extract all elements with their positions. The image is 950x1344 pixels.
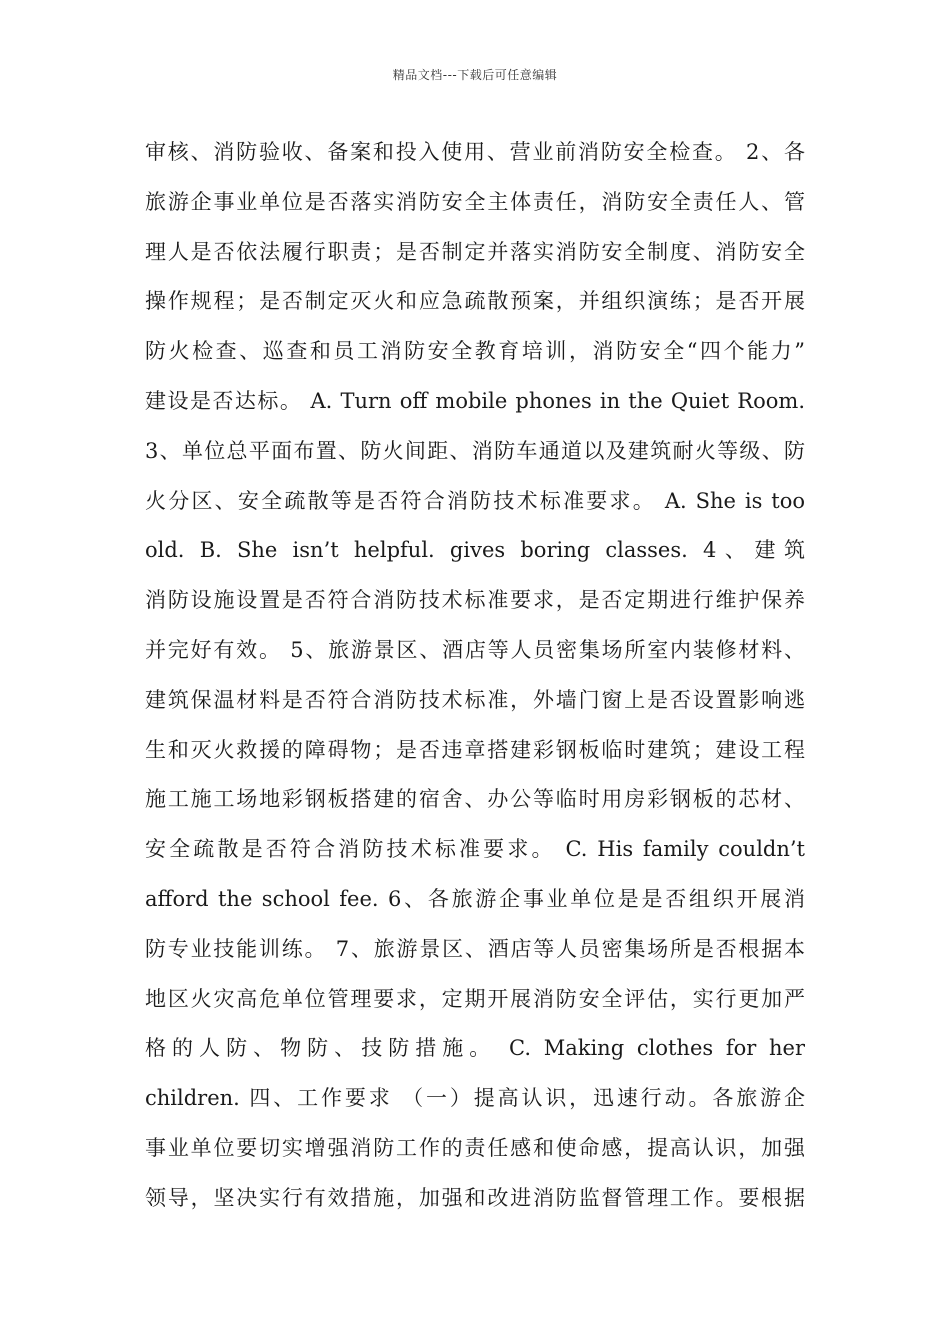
document-body [145, 128, 805, 1224]
text-line: 防专业技能训练。 7、旅游景区、酒店等人员密集场所是否根据本 [145, 936, 805, 961]
page-header: 精品文档---下载后可任意编辑 [392, 68, 558, 82]
text-line: old. B. She isn’t helpful. gives boring classes. 4、建筑 [145, 538, 805, 563]
text-line: 生和灭火救援的障碍物；是否违章搭建彩钢板临时建筑；建设工程 [145, 737, 805, 762]
text-line: 建设是否达标。 A. Turn off mobile phones in the Quiet Room. [145, 388, 805, 413]
text-line: 安全疏散是否符合消防技术标准要求。 C. His family couldn’t [145, 837, 805, 862]
text-line: 火分区、安全疏散等是否符合消防技术标准要求。 A. She is too [145, 488, 805, 513]
text-line: 旅游企事业单位是否落实消防安全主体责任，消防安全责任人、管 [145, 189, 805, 214]
text-line: children. 四、工作要求 （一）提高认识，迅速行动。各旅游企 [145, 1086, 805, 1111]
text-line: 理人是否依法履行职责；是否制定并落实消防安全制度、消防安全 [145, 239, 805, 264]
text-line: 地区火灾高危单位管理要求，定期开展消防安全评估，实行更加严 [145, 986, 805, 1011]
text-line: 领导，坚决实行有效措施，加强和改进消防监督管理工作。要根据 [145, 1185, 805, 1210]
text-line: 3、单位总平面布置、防火间距、消防车通道以及建筑耐火等级、防 [145, 438, 805, 463]
text-line: 防火检查、巡查和员工消防安全教育培训，消防安全“四个能力” [145, 339, 805, 364]
text-line: afford the school fee. 6、各旅游企事业单位是是否组织开展消 [145, 886, 805, 911]
text-line: 审核、消防验收、备案和投入使用、营业前消防安全检查。 2、各 [145, 140, 805, 164]
text-line: 操作规程；是否制定灭火和应急疏散预案，并组织演练；是否开展 [145, 289, 805, 314]
text-line: 施工施工场地彩钢板搭建的宿舍、办公等临时用房彩钢板的芯材、 [145, 787, 805, 812]
text-line: 消防设施设置是否符合消防技术标准要求，是否定期进行维护保养 [145, 588, 805, 613]
text-line: 并完好有效。 5、旅游景区、酒店等人员密集场所室内装修材料、 [145, 637, 805, 662]
text-line: 事业单位要切实增强消防工作的责任感和使命感，提高认识，加强 [145, 1135, 805, 1160]
text-line: 建筑保温材料是否符合消防技术标准，外墙门窗上是否设置影响逃 [145, 687, 805, 712]
text-line: 格的人防、物防、技防措施。 C. Making clothes for her [145, 1036, 805, 1061]
